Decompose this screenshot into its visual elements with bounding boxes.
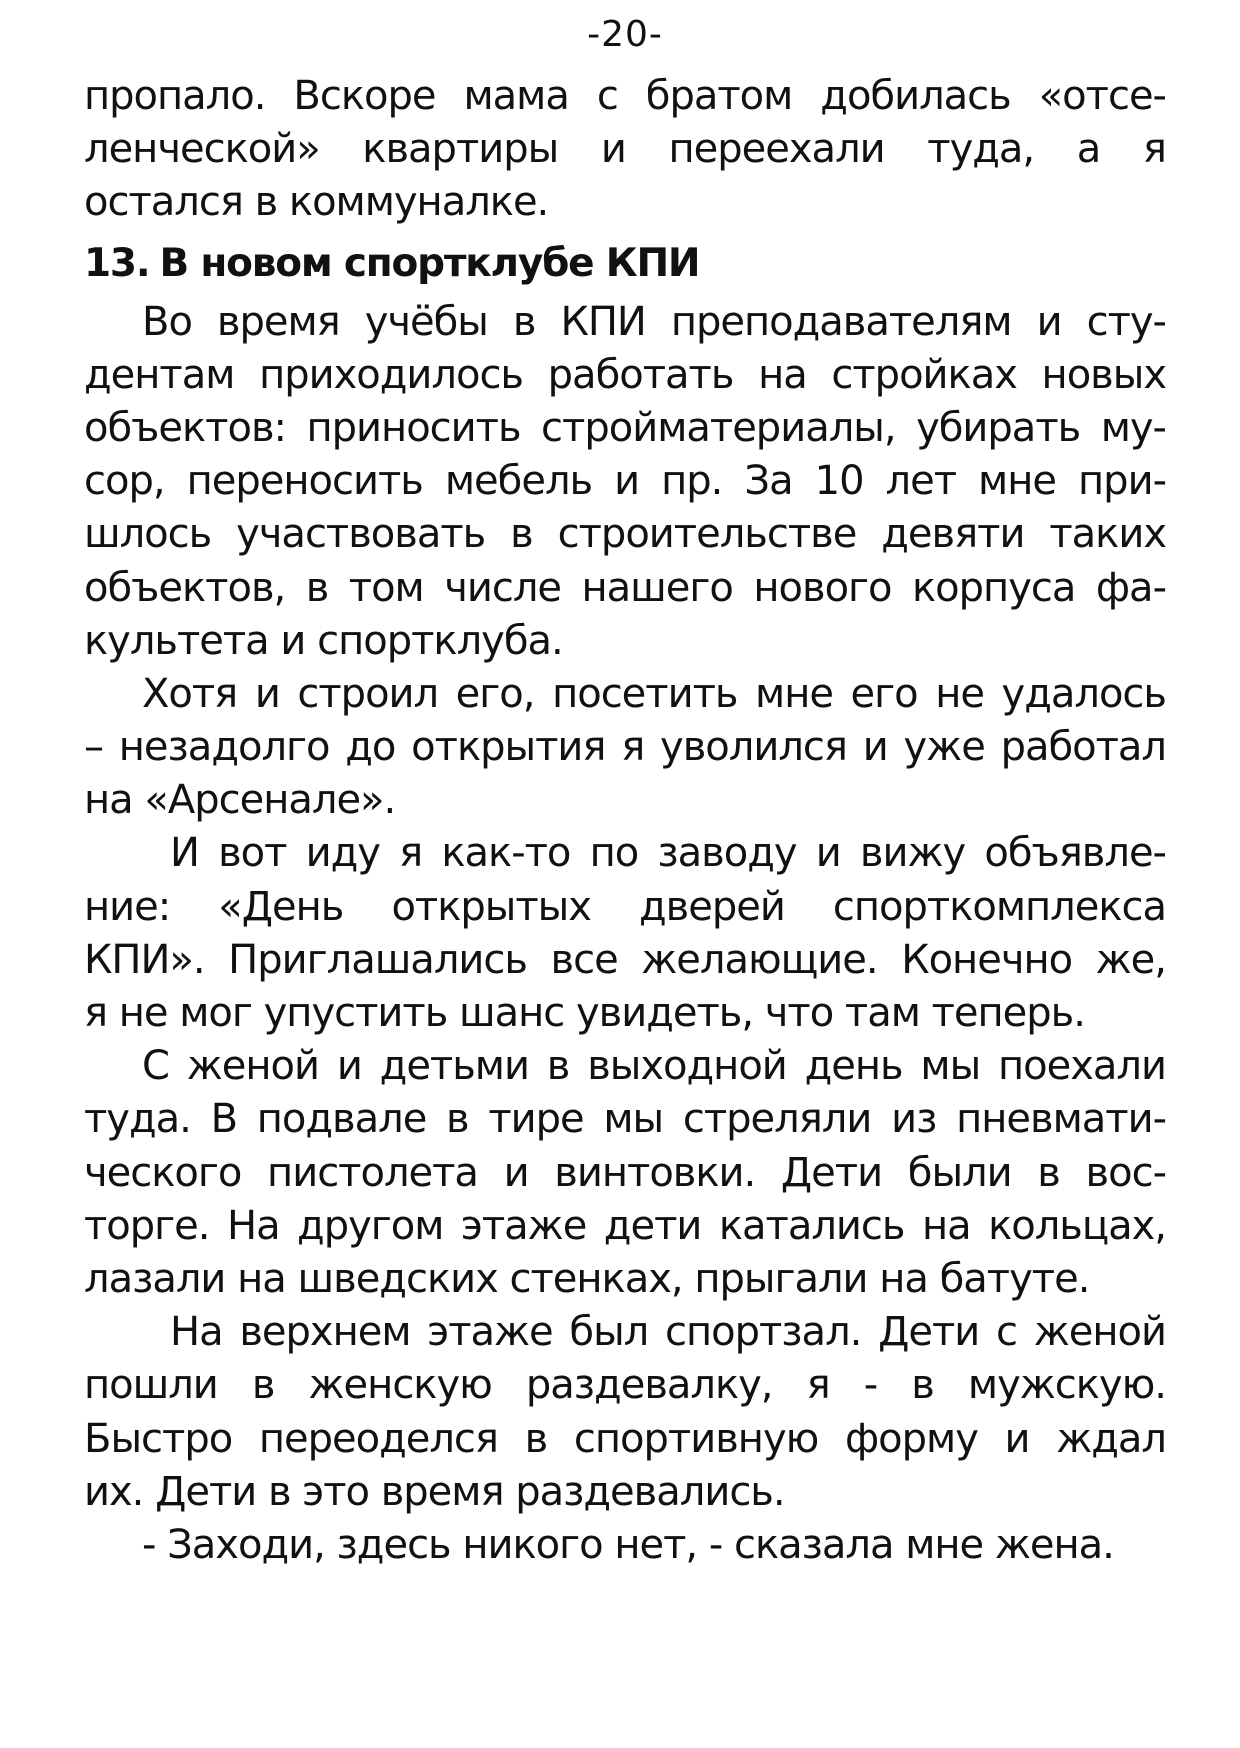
text-line: на «Арсенале». [84, 777, 396, 824]
text-line: – незадолго до открытия я уволился и уже работал [84, 724, 1166, 771]
text-line: ленческой» квартиры и переехали туда, а я [84, 126, 1166, 173]
text-line: шлось участвовать в строительстве девяти таких [84, 511, 1166, 558]
section-heading [84, 236, 1166, 292]
text-line: Во время учёбы в КПИ преподавателям и сту- [142, 298, 1166, 345]
text-line: торге. На другом этаже дети катались на кольцах, [84, 1202, 1166, 1249]
page-number: -20- [587, 14, 663, 55]
page-content [84, 70, 1166, 1572]
paragraph [84, 668, 1166, 828]
section-title: В новом спортклубе КПИ [159, 240, 700, 286]
text-line: их. Дети в это время раздевались. [84, 1468, 785, 1515]
text-line: объектов: приносить стройматериалы, убирать му- [84, 404, 1166, 451]
paragraph [84, 296, 1166, 668]
text-line: остался в коммуналке. [84, 179, 549, 226]
text-line: Хотя и строил его, посетить мне его не удалось [142, 670, 1166, 717]
book-page [84, 0, 1166, 1748]
section-number: 13. [84, 240, 150, 286]
text-line: объектов, в том числе нашего нового корпуса фа- [84, 564, 1166, 611]
text-line: пошли в женскую раздевалку, я - в мужскую. [84, 1362, 1166, 1409]
text-line: На верхнем этаже был спортзал. Дети с женой [170, 1309, 1166, 1356]
text-line: туда. В подвале в тире мы стреляли из пневмати- [84, 1096, 1166, 1143]
paragraph [84, 1040, 1166, 1306]
text-line: пропало. Вскоре мама с братом добилась «отсе- [84, 73, 1166, 119]
text-line: ческого пистолета и винтовки. Дети были в вос- [84, 1149, 1166, 1196]
text-line: ние: «День открытых дверей спорткомплекса [84, 883, 1166, 930]
text-line: И вот иду я как-то по заводу и вижу объявле- [170, 830, 1166, 877]
text-line: Быстро переоделся в спортивную форму и ждал [84, 1415, 1166, 1462]
text-line: лазали на шведских стенках, прыгали на батуте. [84, 1255, 1090, 1302]
text-line: сор, переносить мебель и пр. За 10 лет мне при- [84, 458, 1166, 505]
paragraph [84, 1519, 1166, 1572]
paragraph [84, 827, 1166, 1040]
text-line: культета и спортклуба. [84, 617, 563, 664]
text-line: - Заходи, здесь никого нет, - сказала мне жена. [142, 1521, 1114, 1568]
text-line: КПИ». Приглашались все желающие. Конечно же, [84, 936, 1166, 983]
paragraph [84, 70, 1166, 230]
text-line: дентам приходилось работать на стройках новых [84, 351, 1166, 398]
text-line: С женой и детьми в выходной день мы поехали [142, 1043, 1166, 1090]
paragraph [84, 1306, 1166, 1519]
text-line: я не мог упустить шанс увидеть, что там теперь. [84, 990, 1085, 1036]
